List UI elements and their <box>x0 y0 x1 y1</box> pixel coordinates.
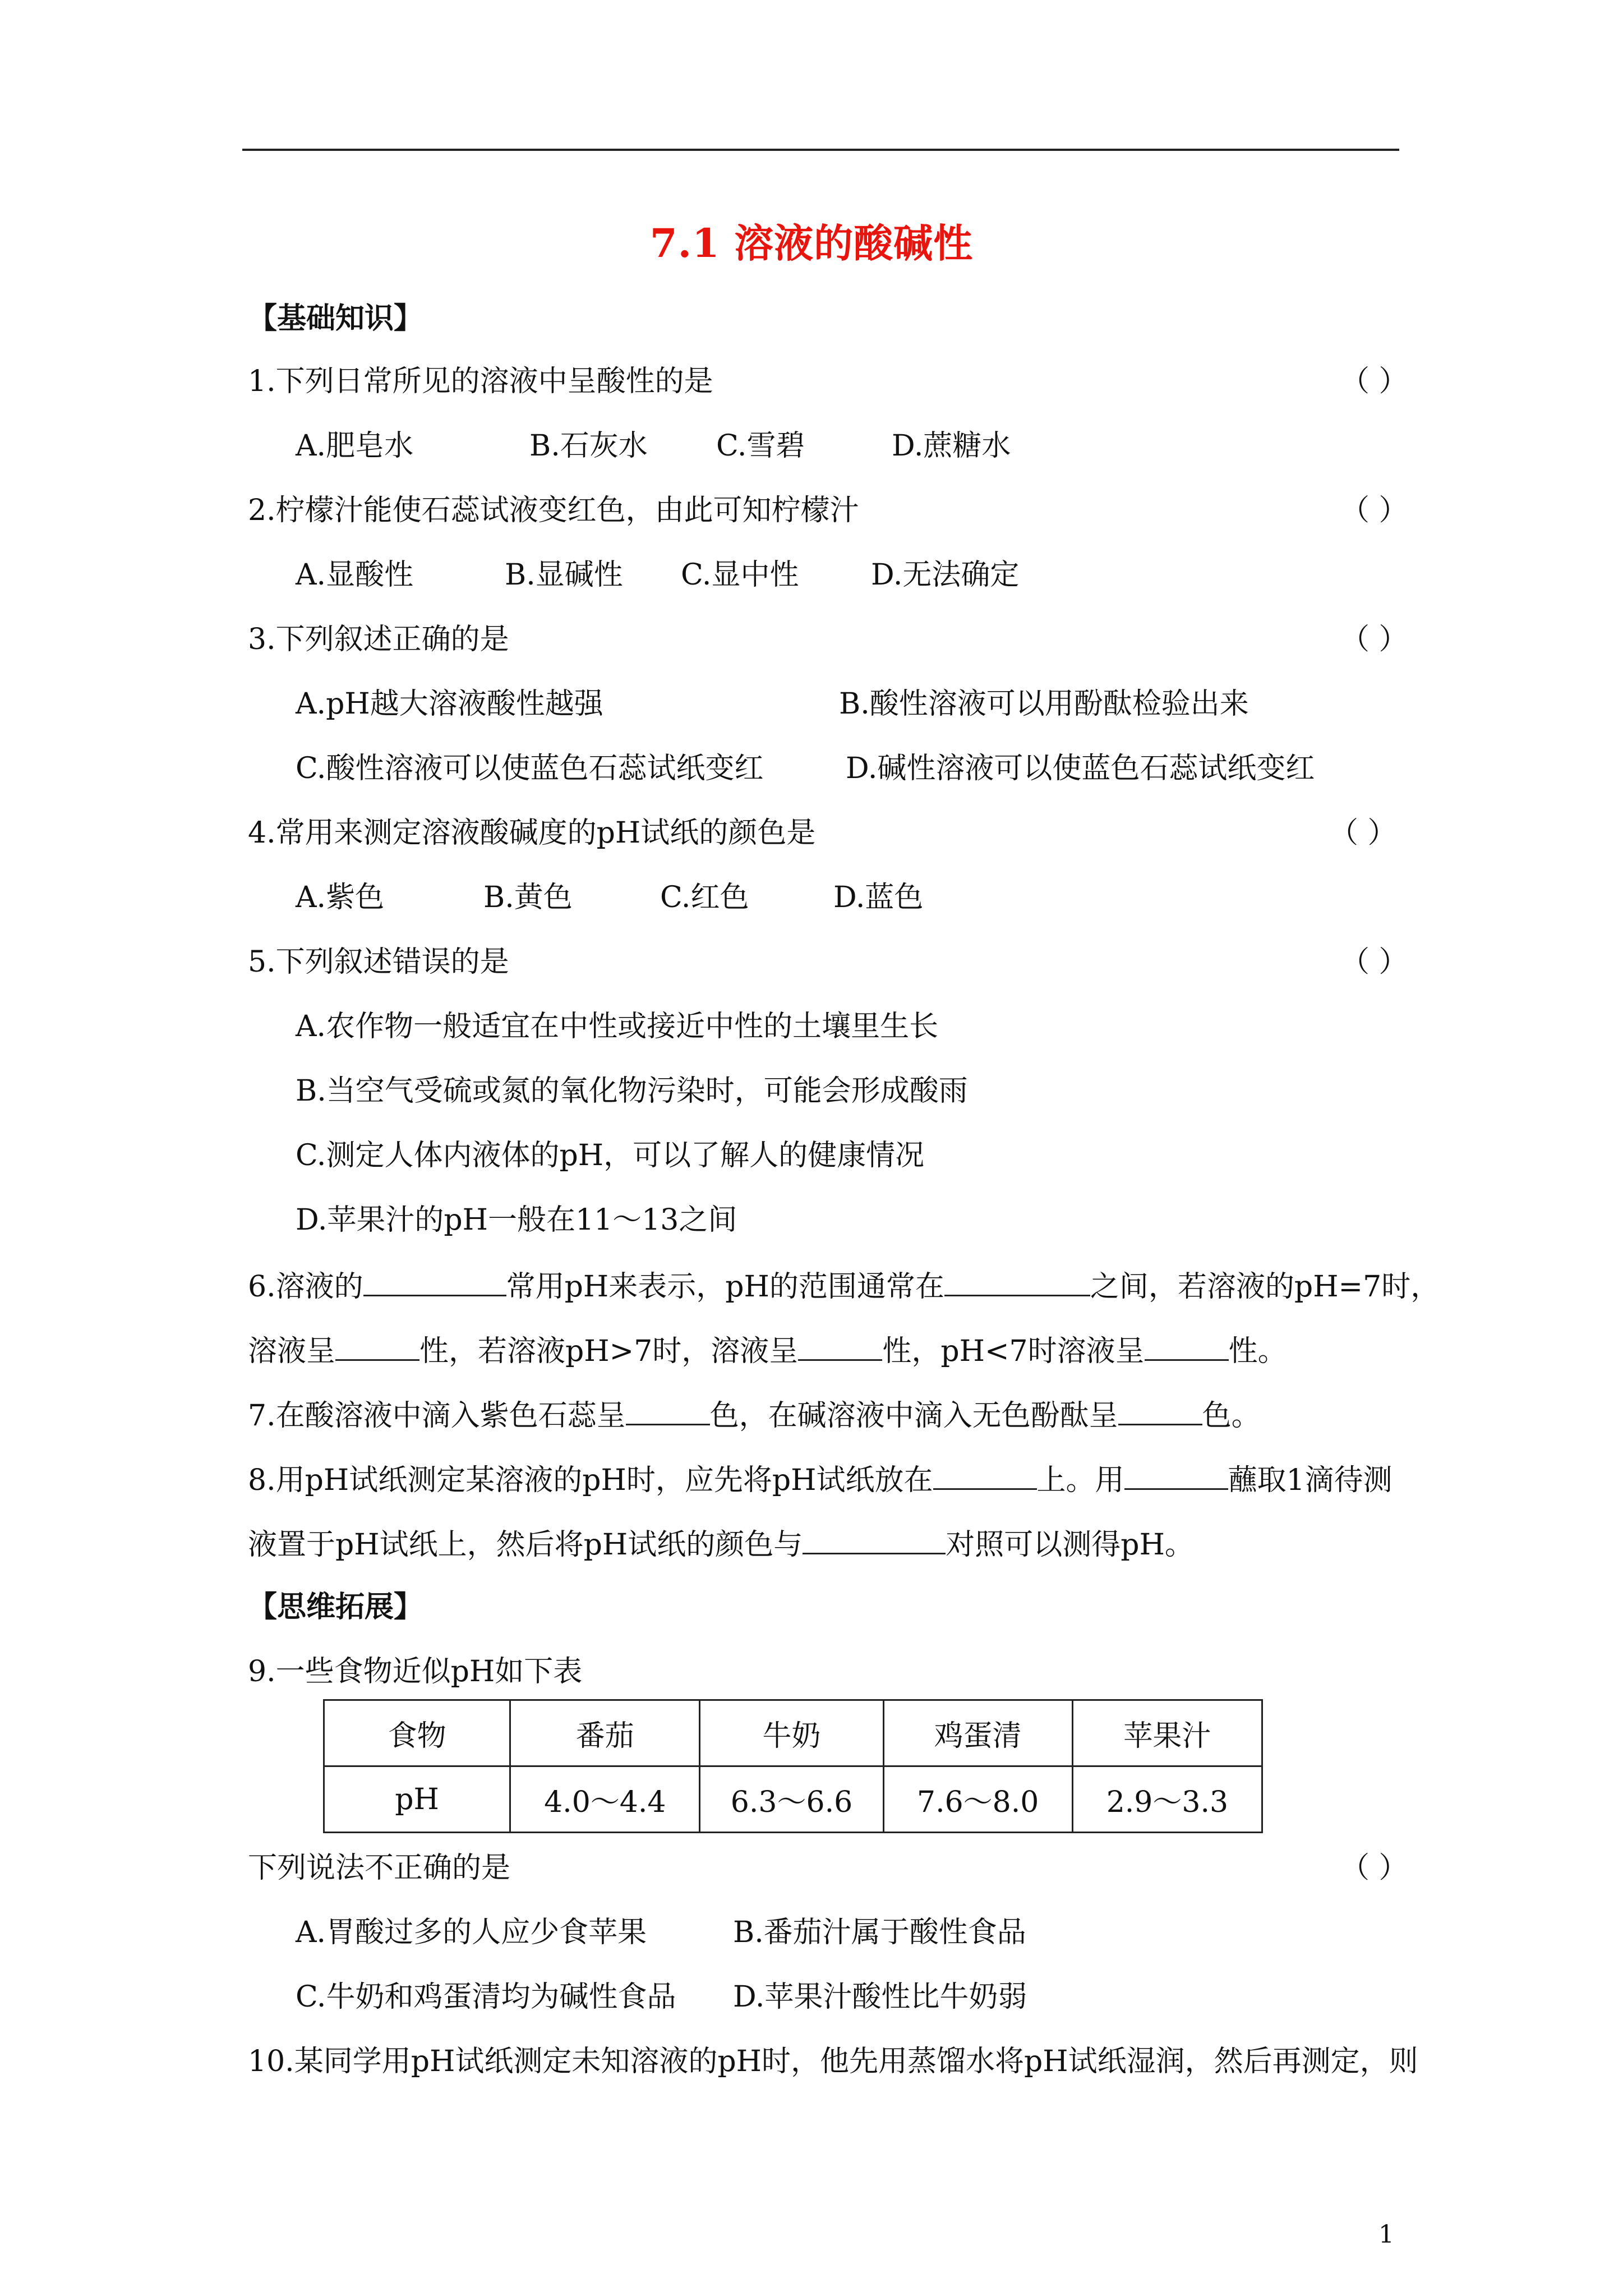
q6-blank-1[interactable] <box>363 1268 506 1296</box>
q2-option-b: B.显碱性 <box>505 558 623 592</box>
q2-option-c: C.显中性 <box>681 558 799 592</box>
q8-line1: 8.用pH试纸测定某溶液的pH时，应先将pH试纸放在 上。用 蘸取1滴待测 <box>248 1461 1393 1497</box>
q3-stem: 3.下列叙述正确的是 <box>248 623 509 656</box>
q5-option-d: D.苹果汁的pH一般在11～13之间 <box>296 1203 737 1237</box>
table-cell: 7.6～8.0 <box>883 1766 1072 1833</box>
section-thinking-expansion: 【思维拓展】 <box>248 1590 423 1624</box>
q4-answer-paren: （ ） <box>1329 816 1397 850</box>
q6-blank-4[interactable] <box>798 1332 882 1361</box>
table-row <box>324 1700 1262 1766</box>
table-header-cell: 食物 <box>324 1700 510 1766</box>
table-header-cell: 苹果汁 <box>1072 1700 1262 1766</box>
q2-option-d: D.无法确定 <box>871 558 1020 592</box>
q8-line2: 液置于pH试纸上，然后将pH试纸的颜色与 对照可以测得pH。 <box>248 1526 1194 1562</box>
q9-question: 下列说法不正确的是 <box>248 1851 511 1885</box>
q9-option-c: C.牛奶和鸡蛋清均为碱性食品 <box>296 1980 676 2014</box>
header-rule <box>242 149 1399 151</box>
table-cell: 2.9～3.3 <box>1072 1766 1262 1833</box>
table-cell: pH <box>324 1766 510 1833</box>
q8-blank-3[interactable] <box>803 1526 946 1554</box>
q6-line1: 6.溶液的 常用pH来表示，pH的范围通常在 之间，若溶液的pH=7时， <box>248 1268 1440 1304</box>
q1-option-b: B.石灰水 <box>529 429 648 463</box>
q1-answer-paren: （ ） <box>1340 365 1408 398</box>
q1-option-d: D.蔗糖水 <box>892 429 1011 463</box>
q10-stem: 10.某同学用pH试纸测定未知溶液的pH时，他先用蒸馏水将pH试纸湿润，然后再测定，则 <box>248 2045 1418 2078</box>
q9-option-d: D.苹果汁酸性比牛奶弱 <box>733 1980 1027 2014</box>
table-header-cell: 番茄 <box>510 1700 700 1766</box>
q1-stem: 1.下列日常所见的溶液中呈酸性的是 <box>248 365 713 398</box>
q5-option-a: A.农作物一般适宜在中性或接近中性的土壤里生长 <box>296 1010 939 1043</box>
q9-answer-paren: （ ） <box>1340 1851 1408 1885</box>
page-title: 7.1 溶液的酸碱性 <box>649 220 974 266</box>
q6-blank-3[interactable] <box>335 1332 419 1361</box>
q1-option-a: A.肥皂水 <box>296 429 414 463</box>
q3-option-c: C.酸性溶液可以使蓝色石蕊试纸变红 <box>296 752 764 785</box>
q9-stem: 9.一些食物近似pH如下表 <box>248 1655 583 1688</box>
q8-blank-2[interactable] <box>1124 1461 1228 1490</box>
q1-option-c: C.雪碧 <box>716 429 805 463</box>
q9-option-b: B.番茄汁属于酸性食品 <box>733 1916 1026 1949</box>
q2-stem: 2.柠檬汁能使石蕊试液变红色，由此可知柠檬汁 <box>248 494 859 527</box>
q5-answer-paren: （ ） <box>1340 945 1408 979</box>
q6-line2: 溶液呈 性，若溶液pH>7时，溶液呈 性，pH<7时溶液呈 性。 <box>248 1332 1287 1368</box>
table-cell: 4.0～4.4 <box>510 1766 700 1833</box>
q2-answer-paren: （ ） <box>1340 494 1408 527</box>
q7-line: 7.在酸溶液中滴入紫色石蕊呈 色，在碱溶液中滴入无色酚酞呈 色。 <box>248 1397 1261 1433</box>
q7-blank-2[interactable] <box>1118 1397 1202 1425</box>
section-basic-knowledge: 【基础知识】 <box>248 301 423 335</box>
q2-option-a: A.显酸性 <box>296 558 414 592</box>
table-header-cell: 鸡蛋清 <box>883 1700 1072 1766</box>
q7-blank-1[interactable] <box>626 1397 710 1425</box>
q9-option-a: A.胃酸过多的人应少食苹果 <box>296 1916 647 1949</box>
q6-blank-2[interactable] <box>944 1268 1090 1296</box>
food-ph-table <box>323 1699 1263 1833</box>
q6-blank-5[interactable] <box>1145 1332 1229 1361</box>
q3-option-b: B.酸性溶液可以用酚酞检验出来 <box>839 687 1249 721</box>
q3-option-d: D.碱性溶液可以使蓝色石蕊试纸变红 <box>846 752 1315 785</box>
q3-answer-paren: （ ） <box>1340 623 1408 656</box>
q4-option-d: D.蓝色 <box>833 881 924 914</box>
table-header-cell: 牛奶 <box>700 1700 883 1766</box>
q4-option-a: A.紫色 <box>296 881 385 914</box>
q4-option-c: C.红色 <box>660 881 749 914</box>
q4-stem: 4.常用来测定溶液酸碱度的pH试纸的颜色是 <box>248 816 816 850</box>
q8-blank-1[interactable] <box>933 1461 1037 1490</box>
q5-stem: 5.下列叙述错误的是 <box>248 945 509 979</box>
q5-option-c: C.测定人体内液体的pH，可以了解人的健康情况 <box>296 1139 925 1172</box>
q3-option-a: A.pH越大溶液酸性越强 <box>296 687 603 721</box>
page-number: 1 <box>1378 2220 1394 2249</box>
table-row <box>324 1766 1262 1833</box>
table-cell: 6.3～6.6 <box>700 1766 883 1833</box>
q5-option-b: B.当空气受硫或氮的氧化物污染时，可能会形成酸雨 <box>296 1074 968 1108</box>
q4-option-b: B.黄色 <box>483 881 573 914</box>
